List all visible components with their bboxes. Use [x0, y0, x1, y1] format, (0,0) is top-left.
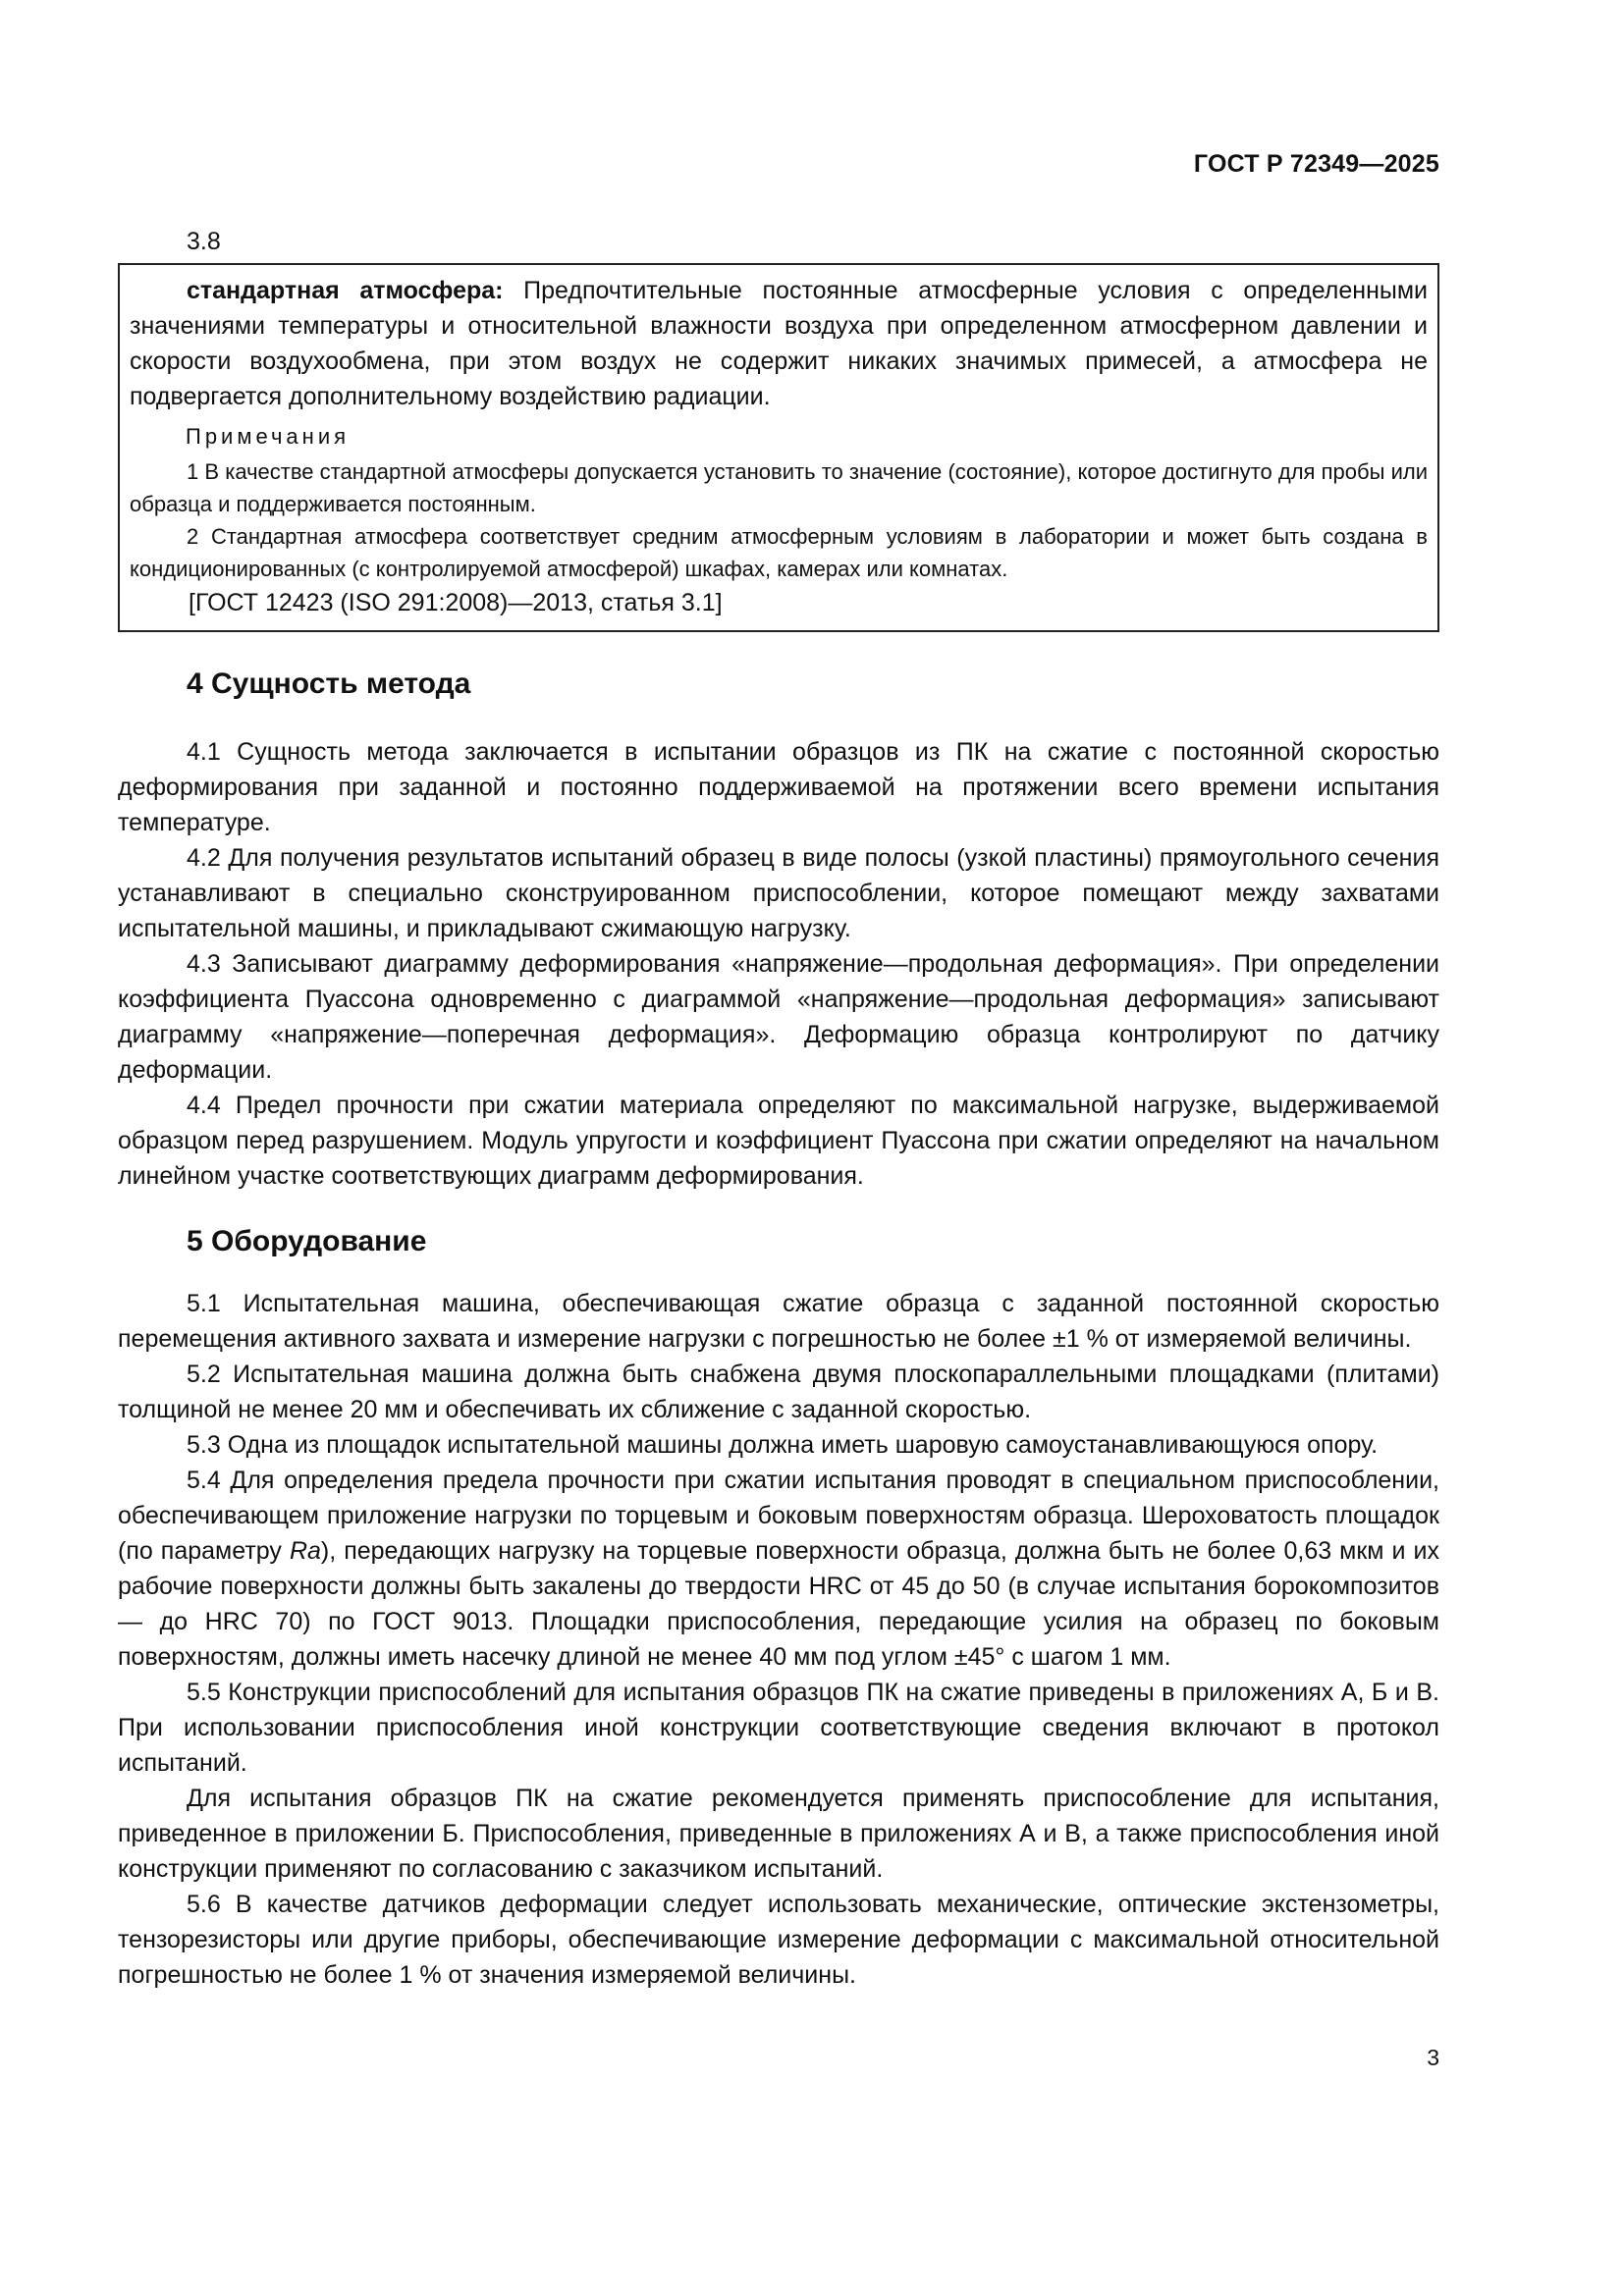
paragraph-5-1: 5.1 Испытательная машина, обеспечивающая сжатие образца с заданной постоянной скоростью перемещения активного захвата и измерение нагрузки с погрешностью не более ±1 % от измеряемой величины. [118, 1290, 1439, 1353]
note-2: 2 Стандартная атмосфера соответствует средним атмосферным условиям в лаборатории и может быть создана в кондиционированных (с контролируемой атмосферой) шкафах, камерах или комнатах. [130, 524, 1428, 581]
term-number: 3.8 [187, 228, 221, 255]
page-number: 3 [1427, 2045, 1439, 2070]
term-definition-text: Предпочтительные постоянные атмосферные условия с определенными значениями температуры и относительной влажности воздуха при определенном атмосферном давлении и скорости воздухообмена, при этом воздух не содержит никаких значимых примесей, а атмосфера не подвергается дополнительному воздействию радиации. [130, 277, 1428, 410]
paragraph-4-3: 4.3 Записывают диаграмму деформирования «напряжение—продольная деформация». При определении коэффициента Пуассона одновременно с диаграммой «напряжение—продольная деформация» записывают диаграмму «напряжение—поперечная деформация». Деформацию образца контролируют по датчику деформации. [118, 950, 1439, 1084]
term-name: стандартная атмосфера: [187, 277, 504, 304]
paragraph-4-2: 4.2 Для получения результатов испытаний образец в виде полосы (узкой пластины) прямоугольного сечения устанавливают в специально сконструированном приспособлении, которое помещают между захватами испытательной машины, и прикладывают сжимающую нагрузку. [118, 844, 1439, 942]
paragraph-5-4 [118, 1463, 1439, 1675]
paragraph-5-6: 5.6 В качестве датчиков деформации следует использовать механические, оптические экстензометры, тензорезисторы или другие приборы, обеспечивающие измерение деформации с максимальной относительной погрешностью не более 1 % от значения измеряемой величины. [118, 1891, 1439, 1989]
term-source-reference: [ГОСТ 12423 (ISO 291:2008)—2013, статья 3.1] [189, 589, 723, 616]
note-1: 1 В качестве стандартной атмосферы допускается установить то значение (состояние), которое достигнуто для пробы или образца и поддерживается постоянным. [130, 459, 1428, 516]
paragraph-5-2: 5.2 Испытательная машина должна быть снабжена двумя плоскопараллельными площадками (плитами) толщиной не менее 20 мм и обеспечивать их сближение с заданной скоростью. [118, 1361, 1439, 1423]
paragraph-4-4: 4.4 Предел прочности при сжатии материала определяют по максимальной нагрузке, выдерживаемой образцом перед разрушением. Модуль упругости и коэффициент Пуассона при сжатии определяют на начальном линейном участке соответствующих диаграмм деформирования. [118, 1092, 1439, 1190]
paragraph-4-1: 4.1 Сущность метода заключается в испытании образцов из ПК на сжатие с постоянной скоростью деформирования при заданной и постоянно поддерживаемой на протяжении всего времени испытания температуре. [118, 738, 1439, 836]
paragraph-5-4-part-1: 5.4 Для определения предела прочности при сжатии испытания проводят в специальном приспособлении, обеспечивающем приложение нагрузки по торцевым и боковым поверхностям образца. Шероховатость площадок (по параметру [118, 1467, 1439, 1565]
section-5-body [118, 1286, 1439, 1993]
paragraph-5-5-continued: Для испытания образцов ПК на сжатие рекомендуется применять приспособление для испытания, приведенное в приложении Б. Приспособления, приведенные в приложениях А и В, а также приспособления иной конструкции применяют по согласованию с заказчиком испытаний. [118, 1785, 1439, 1883]
section-5-title: 5 Оборудование [187, 1225, 427, 1257]
paragraph-5-4-part-2: ), передающих нагрузку на торцевые поверхности образца, должна быть не более 0,63 мкм и их рабочие поверхности должны быть закалены до твердости HRC от 45 до 50 (в случае испытания борокомпозитов — до HRC 70) по ГОСТ 9013. Площадки приспособления, передающие усилия на образец по боковым поверхностям, должны иметь насечку длиной не менее 40 мм под углом ±45° с шагом 1 мм. [118, 1537, 1439, 1671]
paragraph-5-5: 5.5 Конструкции приспособлений для испытания образцов ПК на сжатие приведены в приложениях А, Б и В. При использовании приспособления иной конструкции соответствующие сведения включают в протокол испытаний. [118, 1679, 1439, 1777]
notes-title: Примечания [186, 424, 351, 449]
section-4-body [118, 734, 1439, 1194]
paragraph-5-3: 5.3 Одна из площадок испытательной машины должна иметь шаровую самоустанавливающуюся опору. [187, 1431, 1379, 1459]
term-definition [130, 273, 1428, 414]
term-definition-box [118, 263, 1439, 632]
roughness-parameter: Ra [289, 1537, 321, 1565]
document-header: ГОСТ Р 72349—2025 [1193, 150, 1439, 178]
section-4-title: 4 Сущность метода [187, 667, 471, 700]
